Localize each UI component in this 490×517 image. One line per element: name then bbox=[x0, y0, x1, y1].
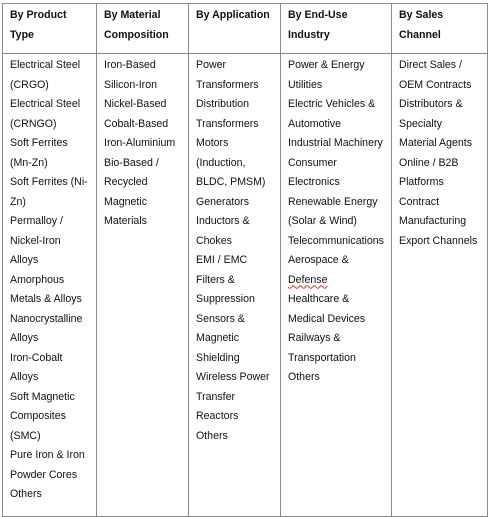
header-product-type: By Product Type bbox=[3, 4, 97, 54]
list-item: Distribution Transformers bbox=[196, 98, 259, 130]
body-row bbox=[3, 54, 488, 517]
list-item: Soft Ferrites (Ni-Zn) bbox=[10, 176, 88, 208]
list-item: Soft Ferrites (Mn-Zn) bbox=[10, 137, 68, 169]
list-item: Electrical Steel (CRGO) bbox=[10, 59, 81, 91]
column-material-composition bbox=[97, 54, 189, 517]
list-item: Renewable Energy (Solar & Wind) bbox=[288, 195, 378, 227]
header-application: By Application bbox=[189, 4, 281, 54]
column-sales-channel bbox=[392, 54, 488, 517]
list-item: Others bbox=[288, 371, 320, 383]
list-item: Iron-Aluminium bbox=[104, 137, 176, 149]
list-item: Power Transformers bbox=[196, 59, 259, 91]
header-row bbox=[3, 4, 488, 54]
list-item: Reactors bbox=[196, 410, 239, 422]
list-item: Healthcare & Medical Devices bbox=[288, 293, 366, 325]
list-item: Iron-Based bbox=[104, 59, 156, 71]
list-item: Iron-Cobalt Alloys bbox=[10, 351, 63, 383]
list-item: Generators bbox=[196, 195, 249, 208]
list-item: Others bbox=[10, 488, 42, 500]
list-item: Permalloy / Nickel-Iron Alloys bbox=[10, 215, 63, 266]
list-item: Export Channels bbox=[399, 234, 478, 247]
spellcheck-flagged-word: Defense bbox=[288, 273, 328, 286]
list-item: Distributors & Specialty Material Agents bbox=[399, 98, 473, 149]
list-item: Sensors & Magnetic Shielding bbox=[196, 312, 245, 364]
list-item: Telecommunications bbox=[288, 234, 384, 247]
list-item: Motors (Induction, BLDC, PMSM) bbox=[196, 137, 266, 188]
list-item: Power & Energy Utilities bbox=[288, 59, 365, 91]
list-item: Bio-Based / Recycled Magnetic Materials bbox=[104, 156, 159, 227]
header-material-composition: By Material Composition bbox=[97, 4, 189, 54]
list-item: Railways & Transportation bbox=[288, 332, 356, 364]
list-item: Silicon-Iron bbox=[104, 78, 157, 91]
list-item: Direct Sales / OEM Contracts bbox=[399, 59, 472, 91]
header-sales-channel: By Sales Channel bbox=[392, 4, 488, 54]
list-item: Consumer Electronics bbox=[288, 156, 340, 188]
list-item: Wireless Power Transfer bbox=[196, 371, 270, 403]
segmentation-table bbox=[2, 3, 488, 517]
list-item: Pure Iron & Iron Powder Cores bbox=[10, 449, 85, 481]
column-product-type bbox=[3, 54, 97, 517]
list-item: Electric Vehicles & Automotive bbox=[288, 98, 376, 130]
list-item: Nanocrystalline Alloys bbox=[10, 312, 83, 344]
list-item: Aerospace & Defense bbox=[288, 254, 349, 286]
list-item: Amorphous Metals & Alloys bbox=[10, 273, 82, 305]
column-end-use-industry bbox=[281, 54, 392, 517]
column-application bbox=[189, 54, 281, 517]
header-end-use-industry: By End-Use Industry bbox=[281, 4, 392, 54]
list-item: Online / B2B Platforms bbox=[399, 156, 459, 188]
list-item: Soft Magnetic Composites (SMC) bbox=[10, 390, 75, 442]
list-item: EMI / EMC Filters & Suppression bbox=[196, 254, 255, 305]
list-item: Nickel-Based bbox=[104, 98, 167, 110]
list-item: Others bbox=[196, 429, 228, 442]
list-item: Contract Manufacturing bbox=[399, 195, 467, 227]
list-item: Cobalt-Based bbox=[104, 117, 169, 130]
list-item: Inductors & Chokes bbox=[196, 215, 250, 247]
list-item: Electrical Steel (CRNGO) bbox=[10, 98, 81, 130]
list-item: Industrial Machinery bbox=[288, 137, 383, 149]
